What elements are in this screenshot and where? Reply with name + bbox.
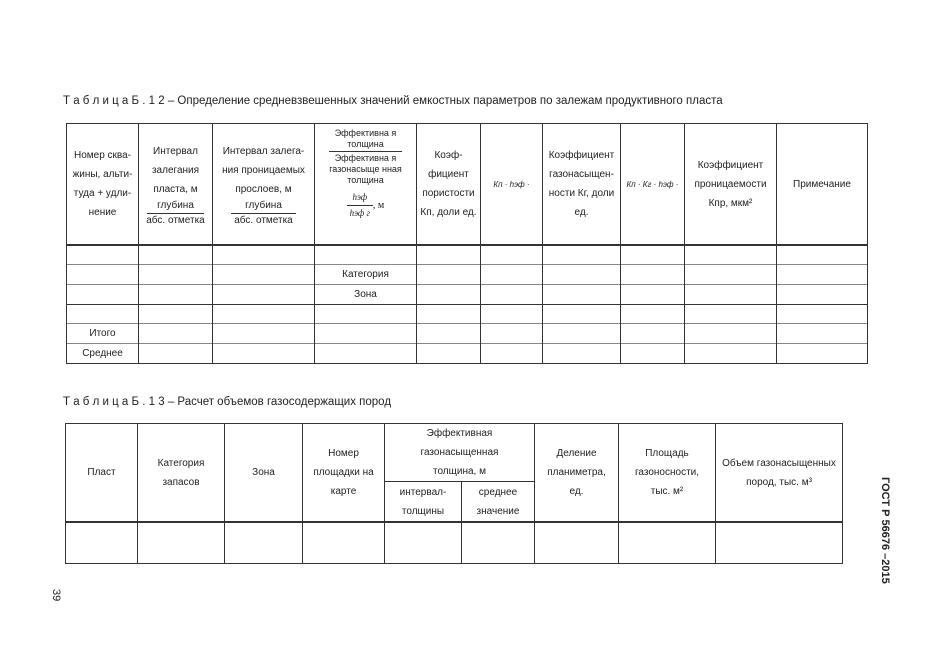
header-well-number: Номер сква-жины, альти-туда + удли-нение <box>72 150 133 218</box>
header-site-number: Номер площадки на карте <box>313 448 374 497</box>
table-12-caption <box>63 95 723 107</box>
header-note: Примечание <box>793 178 851 190</box>
table-12-caption-prefix: Т а б л и ц а Б . 1 2 <box>63 95 165 107</box>
header-effective-thickness: Эффективна я толщина Эффективна я газонасыще нная толщина hэф hэф г , м <box>329 128 402 218</box>
header-gas-saturation: Коэффициент газонасыщен-ности Кг, доли ед. <box>548 150 615 218</box>
average-label: Среднее <box>82 348 123 359</box>
header-gas-rock-volume: Объем газонасыщенных пород, тыс. м³ <box>722 457 836 488</box>
total-label: Итого <box>89 328 116 339</box>
zone-label: Зона <box>354 289 377 300</box>
header-kp-kg-h: Кп · Кг · hэф · <box>626 179 679 189</box>
eff-formula: hэф hэф г , м <box>347 192 384 219</box>
header-gas-area: Площадь газоносности, тыс. м² <box>634 448 700 497</box>
table-13-caption <box>63 396 391 408</box>
category-label: Категория <box>342 269 389 280</box>
table-12-caption-text: – Определение средневзвешенных значений емкостных параметров по залежам продуктивного пласта <box>167 95 723 107</box>
header-interval-permeable: Интервал залега-ния проницаемых прослоев, м глубина абс. отметка <box>222 145 305 226</box>
gost-side-label: ГОСТ Р 56676 –2015 <box>879 477 891 584</box>
header-effective-gas-thickness: Эффективная газонасыщенная толщина, м <box>420 428 499 477</box>
header-layer: Пласт <box>87 467 116 478</box>
table-13-caption-text: – Расчет объемов газосодержащих пород <box>167 396 392 408</box>
header-interval-thickness: интервал-толщины <box>399 486 447 517</box>
header-zone: Зона <box>252 467 275 478</box>
header-interval-layer: Интервал залегания пласта, м глубина абс. отметка <box>146 145 205 226</box>
header-permeability: Коэффициент проницаемости Кпр, мкм² <box>694 159 767 209</box>
header-mean-value: среднее значение <box>476 486 520 517</box>
page-number: 39 <box>50 589 62 602</box>
header-kp-h: Кп · hэф · <box>493 179 530 189</box>
header-porosity: Коэф-фициент пористости Кп, доли ед. <box>420 150 477 218</box>
header-reserve-category: Категория запасов <box>157 457 205 488</box>
header-planimeter: Деление планиметра, ед. <box>547 448 606 497</box>
table-13-caption-prefix: Т а б л и ц а Б . 1 3 <box>63 396 165 408</box>
